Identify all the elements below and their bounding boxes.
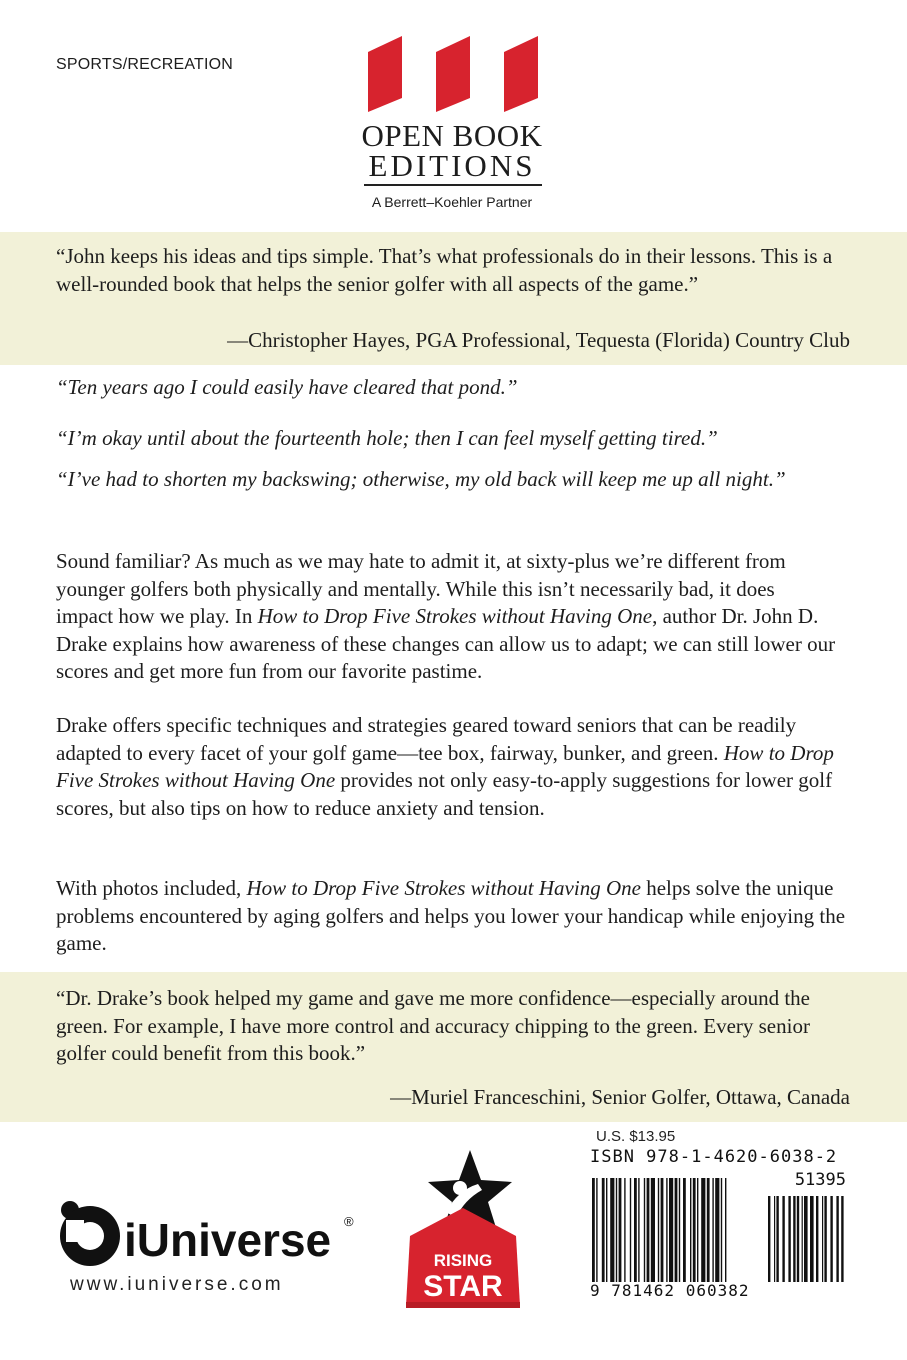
description-paragraph-3: With photos included, How to Drop Five Strokes without Having One helps solve the unique problems encountered by aging golfers and helps you lower your handicap while enjoying the game. — [56, 876, 846, 955]
publisher-name-line2: EDITIONS — [368, 148, 536, 183]
book-title: How to Drop Five Strokes without Having One — [56, 740, 834, 792]
registered-mark: ® — [344, 1214, 354, 1229]
star-label: STAR — [423, 1270, 503, 1303]
iuniverse-person-icon — [60, 1201, 120, 1266]
iuniverse-logo — [56, 1196, 356, 1268]
description-paragraph-1: Sound familiar? As much as we may hate to admit it, at sixty-plus we’re different from younger golfers both physically and mentally. While this isn’t necessarily bad, it does impact how we play. In How to Drop Five Strokes without Having One, author Dr. John D. Drake explains how awareness of these changes can allow us to adapt; we can still lower our scores and get more fun from our favorite pastime. — [56, 549, 836, 683]
publisher-name-line1: OPEN BOOK — [361, 118, 543, 153]
top-quote-attribution: —Christopher Hayes, PGA Professional, Tequesta (Florida) Country Club — [227, 328, 850, 352]
category-label: SPORTS/RECREATION — [56, 56, 234, 73]
iuniverse-url: www.iuniverse.com — [70, 1274, 284, 1295]
bottom-quote-text: “Dr. Drake’s book helped my game and gave me more confidence—especially around the green. For example, I have more control and accuracy chipping to the green. Every senior golfer could benefit from this book.” — [56, 986, 810, 1065]
book-title: How to Drop Five Strokes without Having One — [257, 604, 653, 628]
rising-star-badge — [402, 1150, 524, 1310]
open-book-logo-icon — [364, 36, 544, 112]
top-quote-text: “John keeps his ideas and tips simple. That’s what professionals do in their lessons. This is a well-rounded book that helps the senior golfer with all aspects of the game.” — [56, 244, 833, 296]
isbn-label: ISBN 978-1-4620-6038-2 — [590, 1147, 838, 1167]
barcode-digits: 9 781462 060382 — [590, 1281, 750, 1300]
italic-quote-2: “I’m okay until about the fourteenth hole; then I can feel myself getting tired.” — [56, 426, 718, 450]
publisher-tagline: A Berrett–Koehler Partner — [371, 194, 533, 210]
rising-label: RISING — [433, 1251, 493, 1270]
italic-quote-1: “Ten years ago I could easily have cleared that pond.” — [56, 375, 518, 399]
description-paragraph-2: Drake offers specific techniques and strategies geared toward seniors that can be readily adapted to every facet of your golf game—tee box, fairway, bunker, and green. How to Drop Five Strokes without Having One provides not only easy-to-apply suggestions for lower golf scores, but also tips on how to reduce anxiety and tension. — [56, 713, 834, 820]
publisher-divider — [364, 184, 542, 186]
book-title: How to Drop Five Strokes without Having One — [246, 876, 641, 900]
bottom-quote-attribution: —Muriel Franceschini, Senior Golfer, Ottawa, Canada — [390, 1085, 850, 1109]
italic-quote-3: “I’ve had to shorten my backswing; otherwise, my old back will keep me up all night.” — [56, 467, 786, 491]
iuniverse-wordmark: iUniverse — [124, 1214, 332, 1266]
price-label: U.S. $13.95 — [596, 1128, 676, 1145]
price-code: 51395 — [762, 1170, 846, 1190]
